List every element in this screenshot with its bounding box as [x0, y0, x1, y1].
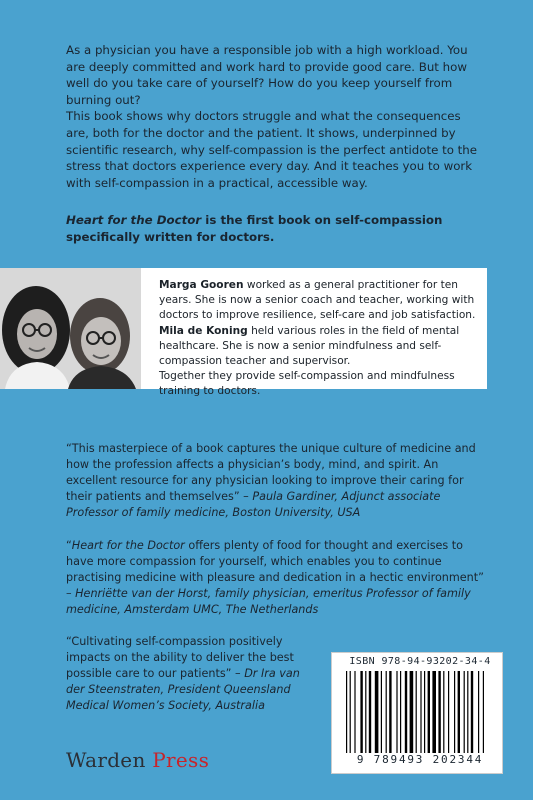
quote-3-text: “Cultivating self-compassion positively impacts on the ability to deliver the best possible care to our patients” – — [66, 635, 294, 680]
barcode-bars — [346, 671, 496, 753]
quote-2-open: “ — [66, 539, 72, 552]
tagline-rest: is the first book on self-compassion specifically written for doctors. — [66, 213, 443, 244]
author-photo — [0, 268, 141, 389]
bio-together: Together they provide self-compassion and mindfulness training to doctors. — [159, 370, 455, 398]
quote-2-book-title: Heart for the Doctor — [71, 539, 185, 552]
isbn-barcode — [331, 652, 503, 774]
intro-paragraph-2: This book shows why doctors struggle and what the consequences are, both for the doctor and the patient. It shows, underpinned by scientific research, why self-compassion is the perfect antidote to the stress that doctors experience every day. And it teaches you to work with self-compassion in a practical, accessible way. — [66, 109, 478, 190]
publisher-name-2: Press — [152, 748, 210, 772]
review-quote-1 — [66, 441, 486, 521]
quote-2-text: offers plenty of food for thought and exercises to have more compassion for yourself, which enables you to continue practising medicine with pleasure and dedication in a hectic environment” — [66, 539, 484, 584]
author-bios — [141, 268, 487, 398]
bio-1 — [159, 278, 479, 324]
isbn-label: ISBN 978-94-93202-34-4 — [349, 656, 491, 667]
intro-text — [66, 42, 486, 191]
author-1-bio: worked as a general practitioner for ten years. She is now a senior coach and teacher, working with doctors to improve resilience, self-care and job satisfaction. — [159, 279, 476, 322]
tagline — [66, 212, 486, 246]
isbn-digits: 9 789493 202344 — [356, 753, 484, 766]
authors-photo-illustration — [0, 268, 141, 389]
review-quote-2 — [66, 538, 486, 618]
author-2-name: Mila de Koning — [159, 324, 248, 337]
author-box — [0, 268, 487, 398]
quote-1-text: “This masterpiece of a book captures the unique culture of medicine and how the profession affects a physician’s body, mind, and spirit. An excellent resource for any physician looking to improve their caring for their patients and themselves” – — [66, 442, 476, 503]
publisher-name-1: Warden — [66, 748, 146, 772]
bio-2 — [159, 324, 479, 370]
author-2-bio: held various roles in the field of mental healthcare. She is now a senior mindfulness and self-compassion teacher and supervisor. — [159, 324, 460, 368]
author-1-name: Marga Gooren — [159, 279, 244, 291]
quote-2-attribution: – Henriëtte van der Horst, family physician, emeritus Professor of family medicine, Amsterdam UMC, The Netherlands — [66, 587, 471, 616]
review-quote-3 — [66, 634, 316, 714]
publisher-logo — [66, 748, 209, 772]
book-title: Heart for the Doctor — [66, 213, 202, 227]
quote-3-attribution: Dr Ira van der Steenstraten, President Queensland Medical Women’s Society, Australia — [66, 667, 300, 712]
quote-1-attribution: Paula Gardiner, Adjunct associate Professor of family medicine, Boston University, USA — [66, 490, 441, 519]
intro-paragraph-1: As a physician you have a responsible job with a high workload. You are deeply committed and work hard to provide good care. But how well do you take care of yourself? How do you keep yourself from burning out? — [66, 43, 468, 107]
